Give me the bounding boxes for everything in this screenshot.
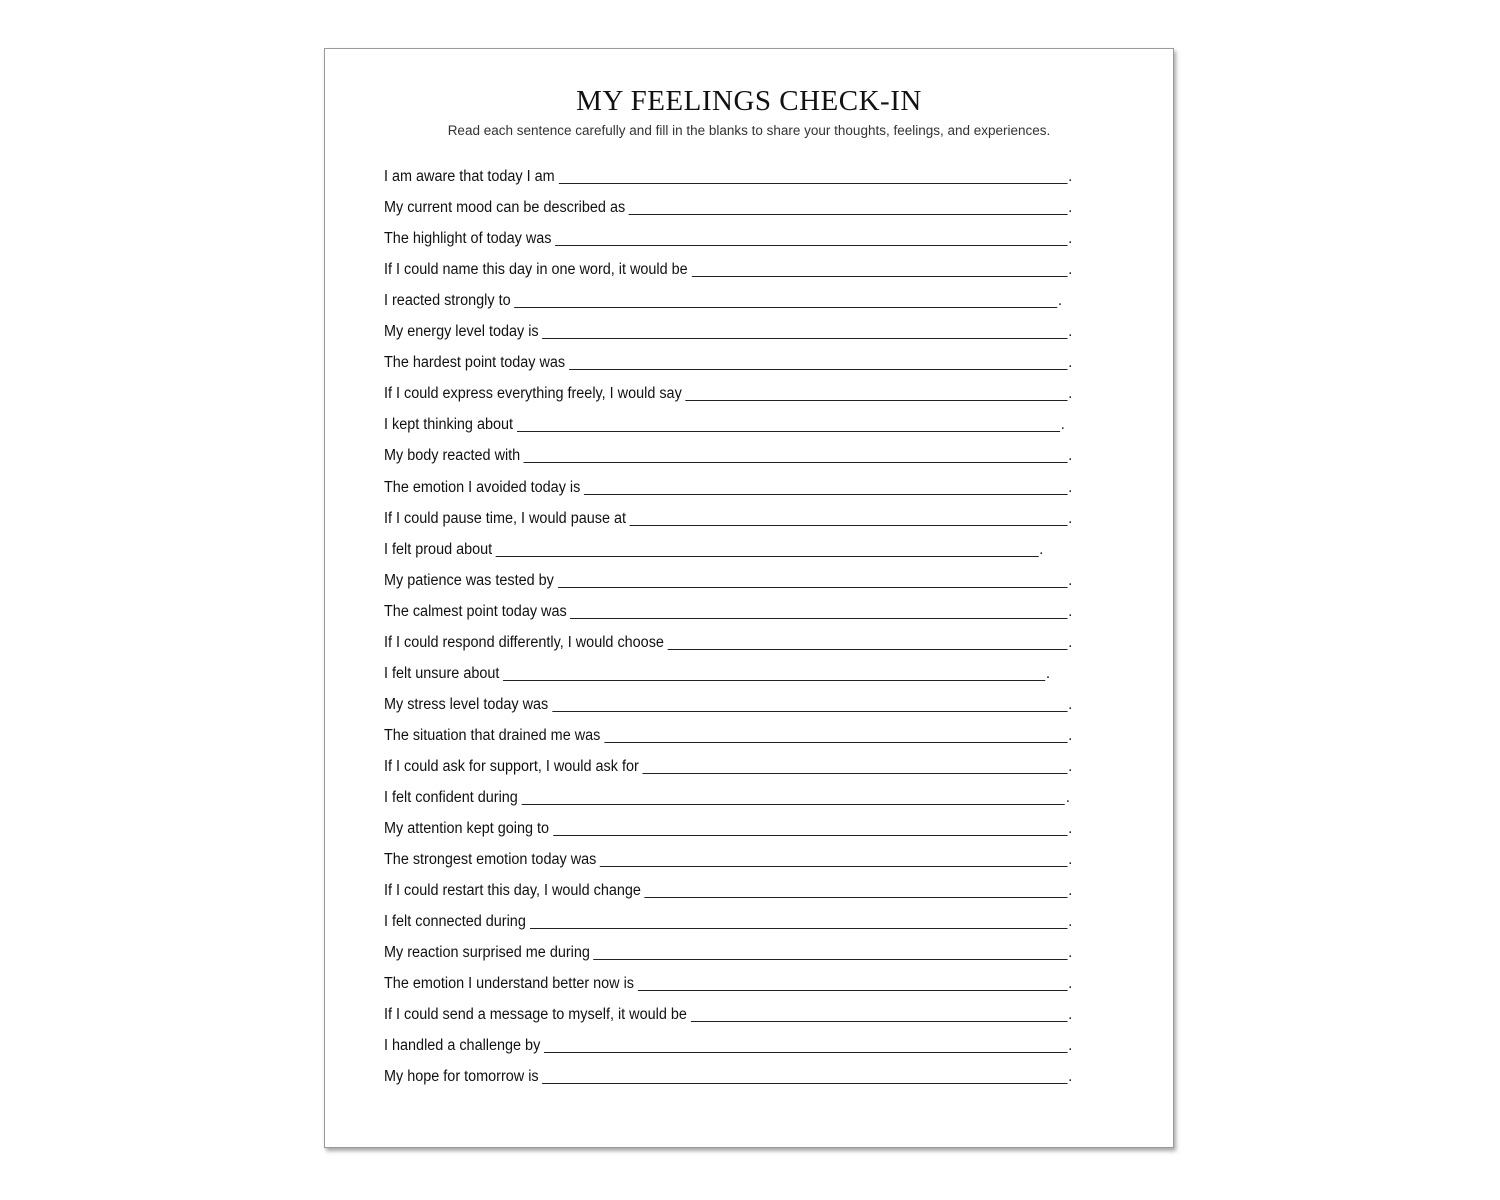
sentence-period: .: [1068, 633, 1073, 651]
fill-in-blank[interactable]: [629, 200, 1067, 215]
prompt-row: [384, 683, 1072, 714]
fill-in-blank[interactable]: [514, 293, 1057, 308]
sentence-period: .: [1068, 1037, 1073, 1055]
prompt-row: [384, 652, 1072, 683]
sentence-period: .: [1068, 820, 1073, 838]
fill-in-blank[interactable]: [604, 728, 1067, 743]
prompt-row: [384, 621, 1072, 652]
fill-in-blank[interactable]: [570, 604, 1067, 619]
prompt-label: I reacted strongly to: [384, 292, 511, 310]
sentence-period: .: [1068, 478, 1073, 496]
sentence-period: .: [1068, 323, 1073, 341]
prompt-label: My energy level today is: [384, 323, 539, 341]
prompt-row: [384, 434, 1072, 465]
sentence-period: .: [1068, 571, 1073, 589]
prompt-label: My stress level today was: [384, 695, 549, 713]
fill-in-blank[interactable]: [530, 914, 1068, 929]
prompt-row: [384, 372, 1072, 403]
fill-in-blank[interactable]: [555, 231, 1067, 246]
fill-in-blank[interactable]: [542, 324, 1067, 339]
fill-in-blank[interactable]: [630, 511, 1068, 526]
sentence-period: .: [1068, 509, 1073, 527]
prompt-row: [384, 993, 1072, 1024]
fill-in-blank[interactable]: [544, 1038, 1067, 1053]
prompt-row: [384, 1055, 1072, 1086]
fill-in-blank[interactable]: [524, 448, 1067, 463]
prompt-row: [384, 714, 1072, 745]
prompt-label: My reaction surprised me during: [384, 944, 590, 962]
fill-in-blank[interactable]: [668, 635, 1068, 650]
fill-in-blank[interactable]: [558, 573, 1068, 588]
sentence-period: .: [1068, 199, 1073, 217]
prompt-label: My current mood can be described as: [384, 199, 626, 217]
prompt-row: [384, 1024, 1072, 1055]
page-title: MY FEELINGS CHECK-IN: [576, 85, 922, 117]
sentence-period: .: [1068, 261, 1073, 279]
prompt-label: The calmest point today was: [384, 602, 567, 620]
worksheet-page: [324, 48, 1174, 1148]
prompt-row: [384, 248, 1072, 279]
prompt-label: The emotion I understand better now is: [384, 975, 635, 993]
fill-in-blank[interactable]: [552, 697, 1067, 712]
prompt-label: I am aware that today I am: [384, 168, 555, 186]
fill-in-blank[interactable]: [686, 386, 1068, 401]
prompt-row: [384, 590, 1072, 621]
prompt-label: I kept thinking about: [384, 416, 514, 434]
sentence-period: .: [1068, 975, 1073, 993]
fill-in-blank[interactable]: [542, 1069, 1067, 1084]
fill-in-blank[interactable]: [496, 542, 1038, 557]
prompt-row: [384, 745, 1072, 776]
prompt-label: If I could name this day in one word, it would be: [384, 261, 688, 279]
fill-in-blank[interactable]: [503, 666, 1045, 681]
prompt-row: [384, 217, 1072, 248]
fill-in-blank[interactable]: [691, 262, 1067, 277]
prompt-label: The emotion I avoided today is: [384, 478, 581, 496]
fill-in-blank[interactable]: [517, 417, 1060, 432]
prompt-row: [384, 528, 1072, 559]
prompt-label: If I could respond differently, I would choose: [384, 633, 664, 651]
prompt-row: [384, 869, 1072, 900]
prompt-label: My hope for tomorrow is: [384, 1068, 539, 1086]
prompt-row: [384, 497, 1072, 528]
prompt-row: [384, 776, 1072, 807]
fill-in-blank[interactable]: [569, 355, 1067, 370]
prompt-label: If I could pause time, I would pause at: [384, 509, 627, 527]
prompt-label: The hardest point today was: [384, 354, 566, 372]
sentence-period: .: [1068, 695, 1073, 713]
prompt-row: [384, 465, 1072, 496]
prompt-label: I felt unsure about: [384, 664, 500, 682]
fill-in-blank[interactable]: [600, 852, 1067, 867]
sentence-period: .: [1068, 354, 1073, 372]
prompt-label: I felt confident during: [384, 788, 518, 806]
prompt-row: [384, 155, 1072, 186]
prompt-row: [384, 807, 1072, 838]
sentence-period: .: [1068, 944, 1073, 962]
sentence-period: .: [1065, 788, 1070, 806]
prompt-label: I felt proud about: [384, 540, 493, 558]
sentence-period: .: [1068, 1068, 1073, 1086]
prompt-row: [384, 310, 1072, 341]
sentence-period: .: [1046, 664, 1051, 682]
instructions-text: Read each sentence carefully and fill in the blanks to share your thoughts, feelings, and experiences.: [447, 123, 1051, 138]
sentence-period: .: [1068, 602, 1073, 620]
sentence-period: .: [1068, 447, 1073, 465]
prompt-label: If I could express everything freely, I would say: [384, 385, 682, 403]
prompt-label: If I could restart this day, I would change: [384, 882, 641, 900]
fill-in-blank[interactable]: [584, 480, 1067, 495]
sentence-period: .: [1068, 385, 1073, 403]
sentence-period: .: [1068, 851, 1073, 869]
prompt-label: The highlight of today was: [384, 230, 552, 248]
fill-in-blank[interactable]: [558, 169, 1067, 184]
sentence-period: .: [1058, 292, 1063, 310]
prompt-row: [384, 900, 1072, 931]
prompt-row: [384, 186, 1072, 217]
fill-in-blank[interactable]: [691, 1007, 1068, 1022]
prompt-list: [384, 155, 1124, 1086]
prompt-label: The strongest emotion today was: [384, 851, 597, 869]
prompt-row: [384, 559, 1072, 590]
sentence-period: .: [1068, 726, 1073, 744]
sentence-period: .: [1068, 230, 1073, 248]
prompt-label: My patience was tested by: [384, 571, 554, 589]
fill-in-blank[interactable]: [645, 883, 1068, 898]
sentence-period: .: [1060, 416, 1065, 434]
prompt-label: I handled a challenge by: [384, 1037, 541, 1055]
prompt-label: I felt connected during: [384, 913, 526, 931]
sentence-period: .: [1068, 913, 1073, 931]
prompt-label: My body reacted with: [384, 447, 521, 465]
sentence-period: .: [1039, 540, 1044, 558]
prompt-label: My attention kept going to: [384, 820, 550, 838]
prompt-row: [384, 403, 1072, 434]
sentence-period: .: [1068, 757, 1073, 775]
sentence-period: .: [1068, 882, 1073, 900]
fill-in-blank[interactable]: [594, 945, 1068, 960]
prompt-row: [384, 279, 1072, 310]
fill-in-blank[interactable]: [522, 790, 1065, 805]
prompt-row: [384, 838, 1072, 869]
fill-in-blank[interactable]: [553, 821, 1067, 836]
fill-in-blank[interactable]: [638, 976, 1068, 991]
prompt-label: If I could send a message to myself, it would be: [384, 1006, 687, 1024]
fill-in-blank[interactable]: [643, 759, 1068, 774]
prompt-row: [384, 341, 1072, 372]
sentence-period: .: [1068, 168, 1073, 186]
prompt-row: [384, 962, 1072, 993]
prompt-label: If I could ask for support, I would ask for: [384, 757, 639, 775]
prompt-label: The situation that drained me was: [384, 726, 601, 744]
prompt-row: [384, 931, 1072, 962]
sentence-period: .: [1068, 1006, 1073, 1024]
